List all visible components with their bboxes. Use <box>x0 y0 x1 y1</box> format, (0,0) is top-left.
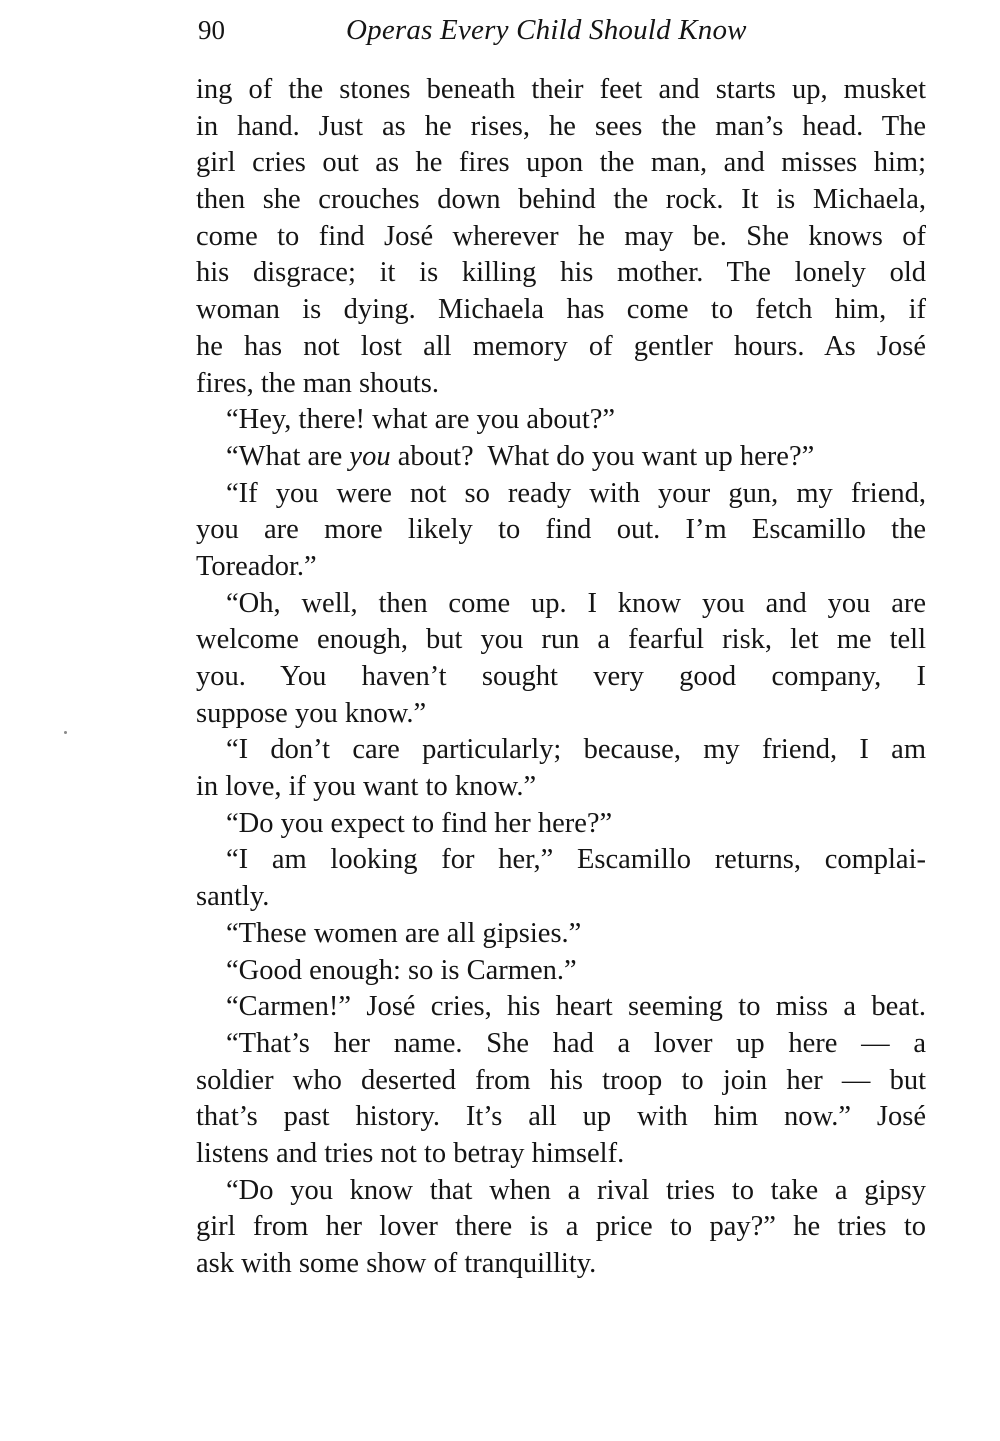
text-line: he has not lost all memory of gentler hours. As José <box>196 330 926 362</box>
text-line: listens and tries not to betray himself. <box>196 1137 625 1169</box>
emphasis: you <box>349 440 391 472</box>
scan-speck <box>64 731 67 734</box>
text-line: welcome enough, but you run a fearful risk, let me tell <box>196 624 926 656</box>
running-title: Operas Every Child Should Know <box>346 14 747 46</box>
text-line: you are more likely to find out. I’m Escamillo the <box>196 514 926 546</box>
text-line: you. You haven’t sought very good company, I <box>196 661 926 692</box>
text-line: that’s past history. It’s all up with him now.” José <box>196 1101 926 1133</box>
body-text <box>196 72 926 1283</box>
text-line: santly. <box>196 881 270 913</box>
text-line: suppose you know.” <box>196 697 427 729</box>
text-line: “I am looking for her,” Escamillo returns, complai- <box>226 844 926 876</box>
text-line: “I don’t care particularly; because, my friend, I am <box>226 734 926 766</box>
text-line: girl from her lover there is a price to pay?” he tries to <box>196 1211 926 1243</box>
running-head <box>198 8 926 52</box>
text-line: “Do you expect to find her here?” <box>226 807 613 839</box>
text-line: come to find José wherever he may be. She knows of <box>196 220 926 252</box>
text-line: fires, the man shouts. <box>196 367 440 399</box>
text-line: soldier who deserted from his troop to join her — but <box>196 1064 926 1096</box>
text-line: Toreador.” <box>196 550 317 582</box>
text-line: “That’s her name. She had a lover up here — a <box>226 1027 926 1059</box>
text-line: in hand. Just as he rises, he sees the man’s head. The <box>196 110 926 142</box>
text-line: “These women are all gipsies.” <box>226 917 582 949</box>
text-line: “Carmen!” José cries, his heart seeming to miss a beat. <box>226 991 926 1023</box>
text-line: “Hey, there! what are you about?” <box>226 404 616 436</box>
text-line: “Do you know that when a rival tries to take a gipsy <box>226 1174 926 1206</box>
text-line: ing of the stones beneath their feet and starts up, musket <box>196 74 926 105</box>
text-line: in love, if you want to know.” <box>196 771 537 803</box>
text-line: then she crouches down behind the rock. It is Michaela, <box>196 184 926 216</box>
text-line: “Good enough: so is Carmen.” <box>226 954 577 986</box>
text-line: “Oh, well, then come up. I know you and you are <box>226 587 926 619</box>
text-line: his disgrace; it is killing his mother. The lonely old <box>196 257 926 289</box>
text-line: girl cries out as he fires upon the man, and misses him; <box>196 147 926 179</box>
text-line: “What are you about? What do you want up here?” <box>226 440 815 472</box>
text-line: “If you were not so ready with your gun, my friend, <box>226 477 926 509</box>
page-number: 90 <box>198 15 225 45</box>
text-line: woman is dying. Michaela has come to fetch him, if <box>196 294 926 326</box>
text-line: ask with some show of tranquillity. <box>196 1248 597 1279</box>
